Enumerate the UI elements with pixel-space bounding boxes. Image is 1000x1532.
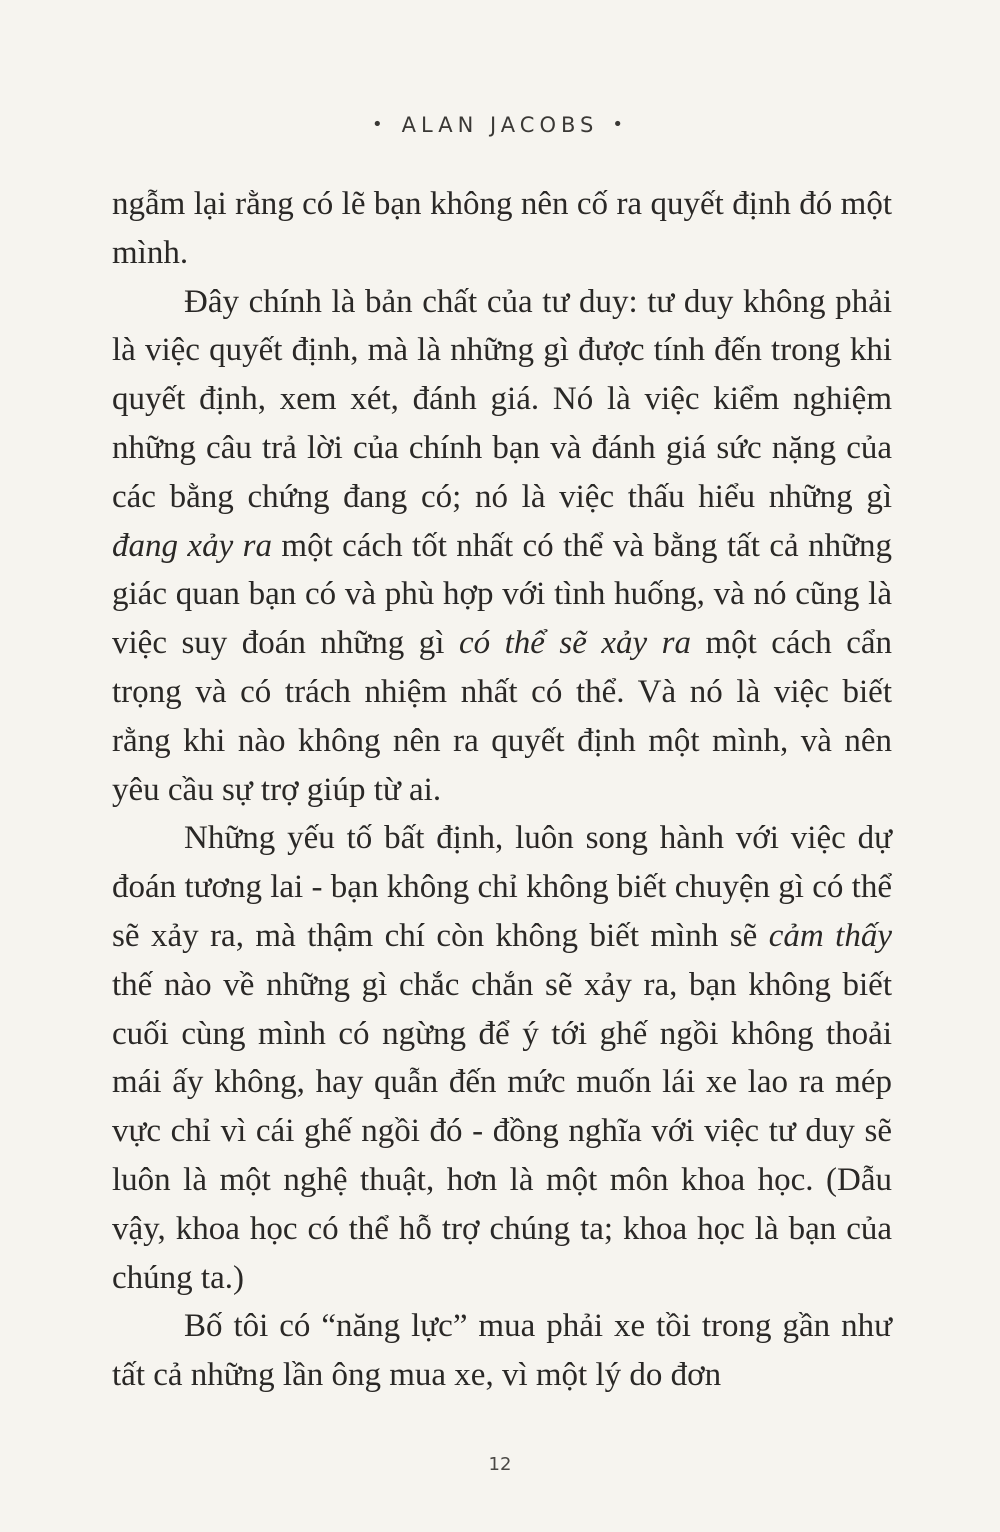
- paragraph-3: [112, 814, 892, 1302]
- page-number: 12: [488, 1454, 512, 1475]
- paragraph-2-part-b: một cách tốt nhất có thể và bằng tất cả những giác quan bạn có và phù hợp với tình huống, và nó cũng là việc suy đoán những gì: [112, 527, 892, 662]
- paragraph-2-part-a: Đây chính là bản chất của tư duy: tư duy không phải là việc quyết định, mà là những gì được tính đến trong khi quyết định, xem xét, đánh giá. Nó là việc kiểm nghiệm những câu trả lời của chính bạn và đánh giá sức nặng của các bằng chứng đang có; nó là việc thấu hiểu những gì: [112, 283, 892, 515]
- emphasis-dang-xay-ra: đang xảy ra: [112, 527, 272, 564]
- emphasis-cam-thay: cảm thấy: [768, 917, 892, 954]
- body-text: [112, 180, 892, 1400]
- author-name: ALAN JACOBS: [401, 113, 599, 137]
- paragraph-2-part-c: một cách cẩn trọng và có trách nhiệm nhất có thể. Và nó là việc biết rằng khi nào không nên ra quyết định một mình, và nên yêu cầu sự trợ giúp từ ai.: [112, 625, 892, 808]
- header-bullet-left: •: [372, 114, 388, 135]
- paragraph-3-part-b: thế nào về những gì chắc chắn sẽ xảy ra, bạn không biết cuối cùng mình có ngừng để ý tới ghế ngồi không thoải mái ấy không, hay quẫn đến mức muốn lái xe lao ra mép vực chỉ vì cái ghế ngồi đó - đồng nghĩa với việc tư duy sẽ luôn là một nghệ thuật, hơn là một môn khoa học. (Dẫu vậy, khoa học có thể hỗ trợ chúng ta; khoa học là bạn của chúng ta.): [112, 966, 892, 1296]
- header-bullet-right: •: [612, 114, 628, 135]
- emphasis-co-the-se-xay-ra: có thể sẽ xảy ra: [458, 625, 691, 662]
- paragraph-4: Bố tôi có “năng lực” mua phải xe tồi trong gần như tất cả những lần ông mua xe, vì một lý do đơn: [112, 1308, 892, 1394]
- paragraph-2: [112, 278, 892, 815]
- running-header: [0, 113, 1000, 137]
- paragraph-1: ngẫm lại rằng có lẽ bạn không nên cố ra quyết định đó một mình.: [112, 186, 892, 271]
- paragraph-3-part-a: Những yếu tố bất định, luôn song hành với việc dự đoán tương lai - bạn không chỉ không biết chuyện gì có thể sẽ xảy ra, mà thậm chí còn không biết mình sẽ: [112, 820, 892, 954]
